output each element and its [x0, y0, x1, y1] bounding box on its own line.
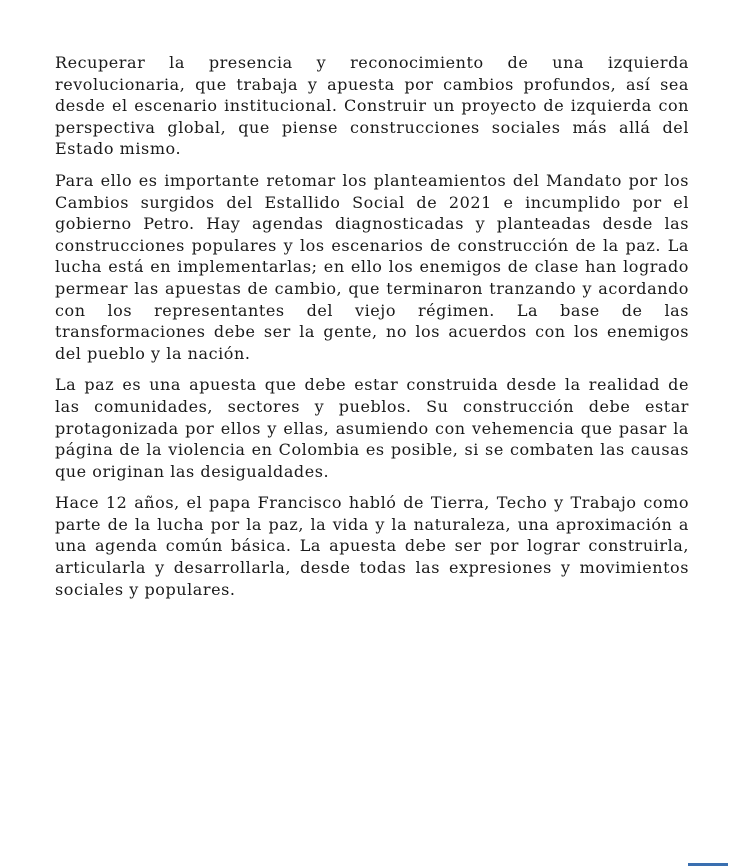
- paragraph-2: Para ello es importante retomar los planteamientos del Mandato por los Cambios surgidos del Estallido Social de 2021 e incumplido por el gobierno Petro. Hay agendas diagnosticadas y planteadas desde las construcciones populares y los escenarios de construcción de la paz. La lucha está en implementarlas; en ello los enemigos de clase han logrado permear las apuestas de cambio, que terminaron tranzando y acordando con los representantes del viejo régimen. La base de las transformaciones debe ser la gente, no los acuerdos con los enemigos del pueblo y la nación.: [55, 170, 689, 363]
- document-body: [55, 52, 689, 610]
- paragraph-4: Hace 12 años, el papa Francisco habló de Tierra, Techo y Trabajo como parte de la lucha por la paz, la vida y la naturaleza, una aproximación a una agenda común básica. La apuesta debe ser por lograr construirla, articularla y desarrollarla, desde todas las expresiones y movimientos sociales y populares.: [55, 493, 689, 599]
- paragraph-3: La paz es una apuesta que debe estar construida desde la realidad de las comunidades, sectores y pueblos. Su construcción debe estar protagonizada por ellos y ellas, asumiendo con vehemencia que pasar la página de la violencia en Colombia es posible, si se combaten las causas que originan las desigualdades.: [55, 375, 689, 481]
- paragraph-1: Recuperar la presencia y reconocimiento de una izquierda revolucionaria, que trabaja y apuesta por cambios profundos, así sea desde el escenario institucional. Construir un proyecto de izquierda con perspectiva global, que piense construcciones sociales más allá del Estado mismo.: [55, 53, 689, 159]
